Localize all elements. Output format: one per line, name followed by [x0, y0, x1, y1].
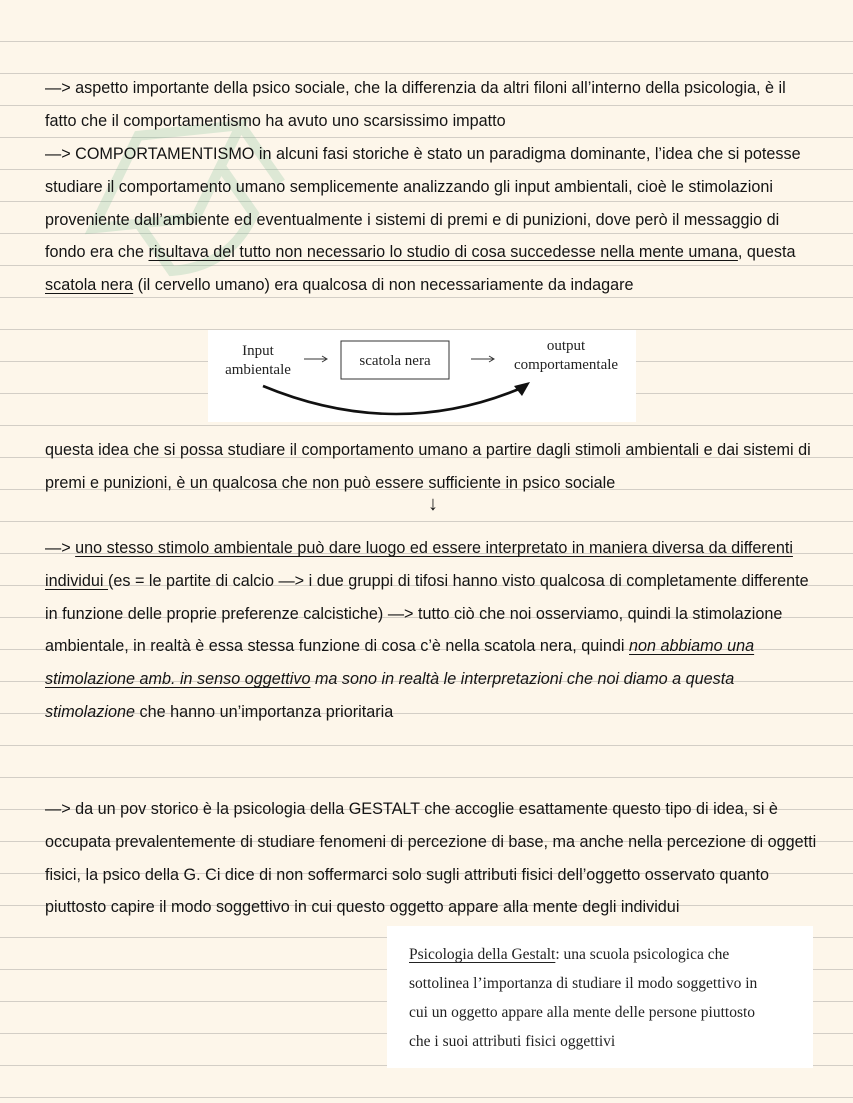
paragraph-stimoli-ambientali [45, 434, 820, 500]
paragraph-gestalt [45, 793, 820, 924]
down-arrow-icon: ↓ [428, 493, 438, 515]
paragraph-comportamentismo [45, 138, 820, 302]
scatola-nera-diagram [208, 330, 636, 422]
gestalt-definition-box [387, 926, 813, 1068]
gestalt-line-3: cui un oggetto appare alla mente delle persone piuttosto [409, 1004, 756, 1021]
text-end: che hanno un’importanza prioritaria [134, 702, 394, 721]
text-end: (il cervello umano) era qualcosa di non necessariamente da indagare [133, 276, 634, 295]
italic-underlined-text: non abbiamo una stimolazione amb. in senso oggettivo [45, 637, 755, 689]
paragraph-text: questa idea che si possa studiare il comportamento umano a partire dagli stimoli ambientali e dai sistemi di premi e punizioni, è un qualcosa che non può essere sufficiente in psico sociale [45, 441, 811, 492]
diagram-input-label-2: ambientale [225, 362, 291, 378]
diagram-input-label: Input [242, 343, 274, 359]
paragraph-text [45, 138, 820, 302]
paragraph-interpretazione [45, 532, 820, 729]
text-mid: , questa [737, 243, 796, 262]
underlined-text: uno stesso stimolo ambientale può dare luogo ed essere interpretato in maniera diversa da differenti individui [45, 539, 793, 590]
diagram-output-label: output [546, 338, 586, 354]
curved-arrow-head [514, 382, 530, 396]
text-intro: —> COMPORTAMENTISMO in alcuni fasi storiche è stato un paradigma dominante, l’idea che si potesse studiare il comportamento umano semplicemente analizzando gli input ambientali, cioè le stimolazioni proveniente dall’ambiente ed eventualmente i sistemi di premi e di punizioni, dove però il messaggio di fondo era che [45, 145, 801, 262]
gestalt-line-1-rest: : una scuola psicologica che [555, 946, 730, 963]
curved-arrow [263, 386, 526, 414]
diagram-box-label: scatola nera [359, 353, 431, 369]
diagram-output-label-2: comportamentale [513, 357, 619, 373]
paragraph-comportamentismo-impatto [45, 72, 820, 138]
paragraph-text: —> da un pov storico è la psicologia della GESTALT che accoglie esattamente questo tipo di idea, si è occupata prevalentemente di studiare fenomeni di percezione di base, ma anche nella percezione di oggetti fisici, la psico della G. Ci dice di non soffermarci solo sugli attributi fisici dell’oggetto osservato quanto piuttosto capire il modo soggettivo in cui questo oggetto appare alla mente degli individui [45, 800, 817, 917]
paragraph-text [45, 532, 820, 729]
underlined-scatola-nera: scatola nera [45, 276, 134, 295]
paragraph-text: —> aspetto importante della psico sociale, che la differenzia da altri filoni all’interno della psicologia, è il fatto che il comportamentismo ha avuto uno scarsissimo impatto [45, 79, 786, 130]
gestalt-line-2: sottolinea l’importanza di studiare il modo soggettivo in [409, 975, 758, 992]
gestalt-line-4: che i suoi attributi fisici oggettivi [409, 1033, 616, 1050]
gestalt-heading: Psicologia della Gestalt [409, 946, 556, 963]
gestalt-line-1 [409, 940, 799, 969]
italic-text: ma sono in realtà le interpretazioni che noi diamo a questa stimolazione [45, 670, 735, 721]
underlined-text: risultava del tutto non necessario lo studio di cosa succedesse nella mente umana [148, 243, 738, 262]
text-mid: (es = le partite di calcio —> i due gruppi di tifosi hanno visto qualcosa di completamente differente in funzione delle proprie preferenze calcistiche) —> tutto ciò che noi osserviamo, quindi la stimolazione ambientale, in realtà è essa stessa funzione di cosa c’è nella scatola nera, quindi [45, 571, 809, 656]
text-start: —> [45, 539, 76, 557]
